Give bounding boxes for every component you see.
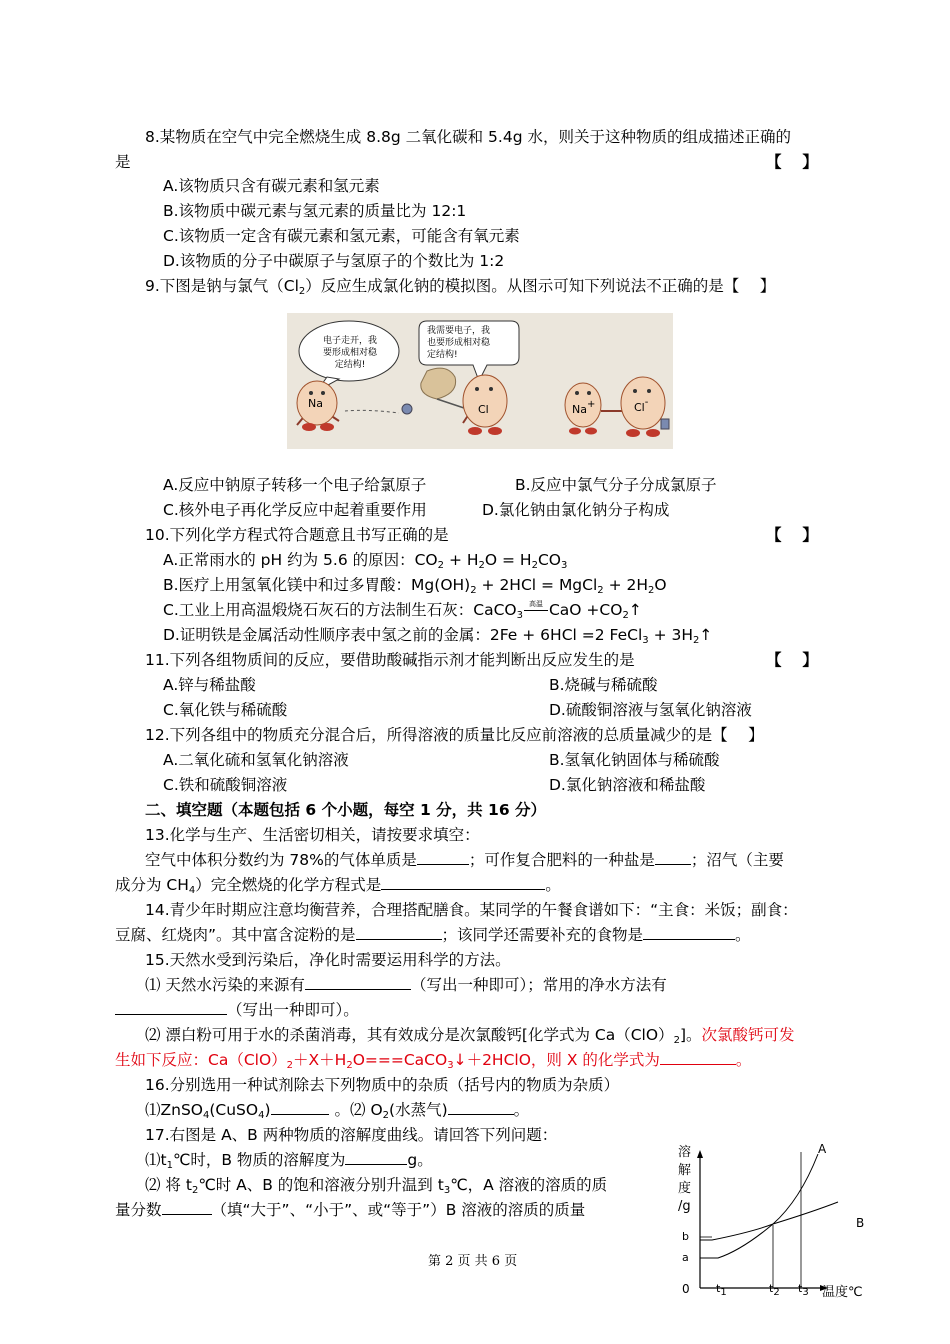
tick-a: a (682, 1251, 689, 1264)
tick-t1: $t_1$ (716, 1282, 727, 1298)
q12-option-c: C.铁和硫酸铜溶液 (163, 776, 288, 794)
q14-line1: 14.青少年时期应注意均衡营养，合理搭配膳食。某同学的午餐食谱如下：“主食：米饭；副食： (145, 901, 798, 919)
q12-option-d: D.氯化钠溶液和稀盐酸 (549, 776, 706, 794)
cl-speech-bubble: 我需要电子，我 也要形成相对稳 定结构! (427, 326, 491, 360)
cl-ion-label: Cl- (634, 397, 649, 414)
tick-t2: $t_2$ (769, 1282, 780, 1298)
q12-stem: 12.下列各组中的物质充分混合后，所得溶液的质量比反应前溶液的总质量减少的是【 】 (145, 726, 764, 744)
section-heading: 二、填空题（本题包括 6 个小题，每空 1 分，共 16 分） (145, 801, 547, 819)
q15-stem: 15.天然水受到污染后，净化时需要运用科学的方法。 (145, 951, 511, 969)
q15-blank-3[interactable] (660, 1050, 736, 1065)
q17-blank-1[interactable] (345, 1150, 407, 1165)
q15-part1-cont: （写出一种即可）。 (115, 1000, 359, 1020)
q9-stem: 9.下图是钠与氯气$(Cl_2)$反应生成氯化钠的模拟图。从图示可知下列说法不正确的是【 】 (145, 277, 776, 297)
x-axis-label: 温度℃ (822, 1285, 863, 1300)
q8-stem: 8.某物质在空气中完全燃烧生成 8.8g 二氧化碳和 5.4g 水，则关于这种物质的组成描述正确的 (145, 128, 791, 146)
q9-option-b: B.反应中氯气分子分成氯原子 (515, 476, 717, 494)
q10-option-b: B.医疗上用氢氧化镁中和过多胃酸：$Mg(OH)_2 + 2HCl$ = MgCl$_2$ + $2H_2O$ (163, 576, 667, 596)
q11-option-d: D.硫酸铜溶液与氢氧化钠溶液 (549, 701, 752, 719)
q9-option-d: D.氯化钠由氯化钠分子构成 (482, 501, 670, 519)
na-speech-bubble: 电子走开，我 要形成相对稳 定结构! (322, 336, 377, 370)
q13-blank-3[interactable] (381, 875, 545, 890)
cl-label: Cl (478, 403, 489, 416)
q16-parts: ⑴ZnSO$_4$(CuSO$_4$) 。⑵ $O_2$(水蒸气) 。 (145, 1101, 530, 1121)
q13-line2: 成分为 $CH_4$）完全燃烧的化学方程式是 。 (115, 876, 561, 896)
tick-b: b (682, 1230, 689, 1243)
catching-net-figure (421, 368, 467, 409)
curve-b-label: B (856, 1216, 865, 1230)
solubility-graph (672, 1140, 872, 1300)
q15-part2-cont: 生如下反应：$Ca(ClO)_2+X+H_2O===CaCO_3↓+2HClO$，则 X 的化学式为 。 (115, 1051, 752, 1071)
q11-stem: 11.下列各组物质间的反应，要借助酸碱指示剂才能判断出反应发生的是 (145, 651, 635, 669)
na-ion-label: Na+ (572, 399, 596, 416)
q13-stem: 13.化学与生产、生活密切相关，请按要求填空： (145, 826, 480, 844)
q16-blank-1[interactable] (271, 1100, 329, 1115)
q17-part3: 量分数 （填“大于”、“小于”、或“等于”）B 溶液的溶质的质量 (115, 1201, 586, 1219)
q11-option-b: B.烧碱与稀硫酸 (549, 676, 658, 694)
q11-option-c: C.氧化铁与稀硫酸 (163, 701, 288, 719)
q8-answer-bracket: 【 】 (766, 153, 818, 171)
curve-a-label: A (818, 1142, 827, 1156)
q10-answer-bracket: 【 】 (766, 526, 818, 544)
q12-option-b: B.氢氧化钠固体与稀硫酸 (549, 751, 720, 769)
q14-line2: 豆腐、红烧肉”。其中富含淀粉的是 ；该同学还需要补充的食物是 。 (115, 926, 751, 944)
origin-label: 0 (682, 1282, 690, 1296)
electron-figure (345, 404, 412, 414)
q10-option-a: A.正常雨水的 pH 约为 5.6 的原因：$CO_2 + H_2O = H_2CO_3$ (163, 551, 568, 571)
curve-b (700, 1202, 838, 1240)
q8-option-a: A.该物质只含有碳元素和氢元素 (163, 177, 380, 195)
q10-stem: 10.下列化学方程式符合题意且书写正确的是 (145, 526, 449, 544)
q15-blank-2[interactable] (115, 1000, 227, 1015)
q14-blank-2[interactable] (643, 925, 735, 940)
curve-a (700, 1154, 818, 1258)
q8-option-c: C.该物质一定含有碳元素和氢元素，可能含有氧元素 (163, 227, 520, 245)
q8-stem-cont: 是 (115, 153, 131, 171)
q10-option-c: C.工业上用高温煅烧石灰石的方法制生石灰：CaCO$_3$ 高温 CaO $+CO_2↑$ (163, 600, 642, 620)
y-axis-label: 溶 解 度 /g (678, 1145, 692, 1214)
q15-part2: ⑵ 漂白粉可用于水的杀菌消毒，其有效成分是次氯酸钙[化学式为 $Ca(ClO)_2$]。次氯酸钙可发 (145, 1026, 795, 1046)
page-footer: 第 2 页 共 6 页 (428, 1254, 518, 1269)
q13-line1: 空气中体积分数约为 78%的气体单质是 ；可作复合肥料的一种盐是 ；沼气（主要 (145, 851, 784, 869)
q14-blank-1[interactable] (356, 925, 442, 940)
tick-t3: $t_3$ (798, 1282, 809, 1298)
q10-option-d: D.证明铁是金属活动性顺序表中氢之前的金属：2Fe + 6HCl =2 FeCl$_3$ + $3H_2↑$ (163, 626, 713, 646)
q16-blank-2[interactable] (448, 1100, 514, 1115)
q17-stem: 17.右图是 A、B 两种物质的溶解度曲线。请回答下列问题： (145, 1126, 558, 1144)
q8-option-b: B.该物质中碳元素与氢元素的质量比为 12:1 (163, 202, 467, 220)
condition-high-temp: 高温 (528, 600, 543, 608)
q16-stem: 16.分别选用一种试剂除去下列物质中的杂质（括号内的物质为杂质） (145, 1076, 620, 1094)
q9-option-a: A.反应中钠原子转移一个电子给氯原子 (163, 476, 427, 494)
sodium-chlorine-cartoon (287, 313, 673, 449)
q9-option-c: C.核外电子再化学反应中起着重要作用 (163, 501, 427, 519)
q12-option-a: A.二氧化硫和氢氧化钠溶液 (163, 751, 349, 769)
q15-blank-1[interactable] (305, 975, 411, 990)
q8-option-d: D.该物质的分子中碳原子与氢原子的个数比为 1:2 (163, 252, 505, 270)
q17-blank-2[interactable] (162, 1200, 212, 1215)
q11-option-a: A.锌与稀盐酸 (163, 676, 256, 694)
q13-blank-2[interactable] (655, 850, 691, 865)
q17-part1: $⑴t_1℃$时，B 物质的溶解度为 g。 (145, 1151, 433, 1171)
q15-part1: ⑴ 天然水污染的来源有 （写出一种即可）；常用的净水方法有 (145, 976, 667, 994)
na-label: Na (308, 397, 323, 410)
q11-answer-bracket: 【 】 (766, 651, 818, 669)
q17-part2: ⑵ 将 $t_2℃$时 A、B 的饱和溶液分别升温到 $t_3℃$，A 溶液的溶质的质 (145, 1176, 608, 1196)
q13-blank-1[interactable] (417, 850, 469, 865)
